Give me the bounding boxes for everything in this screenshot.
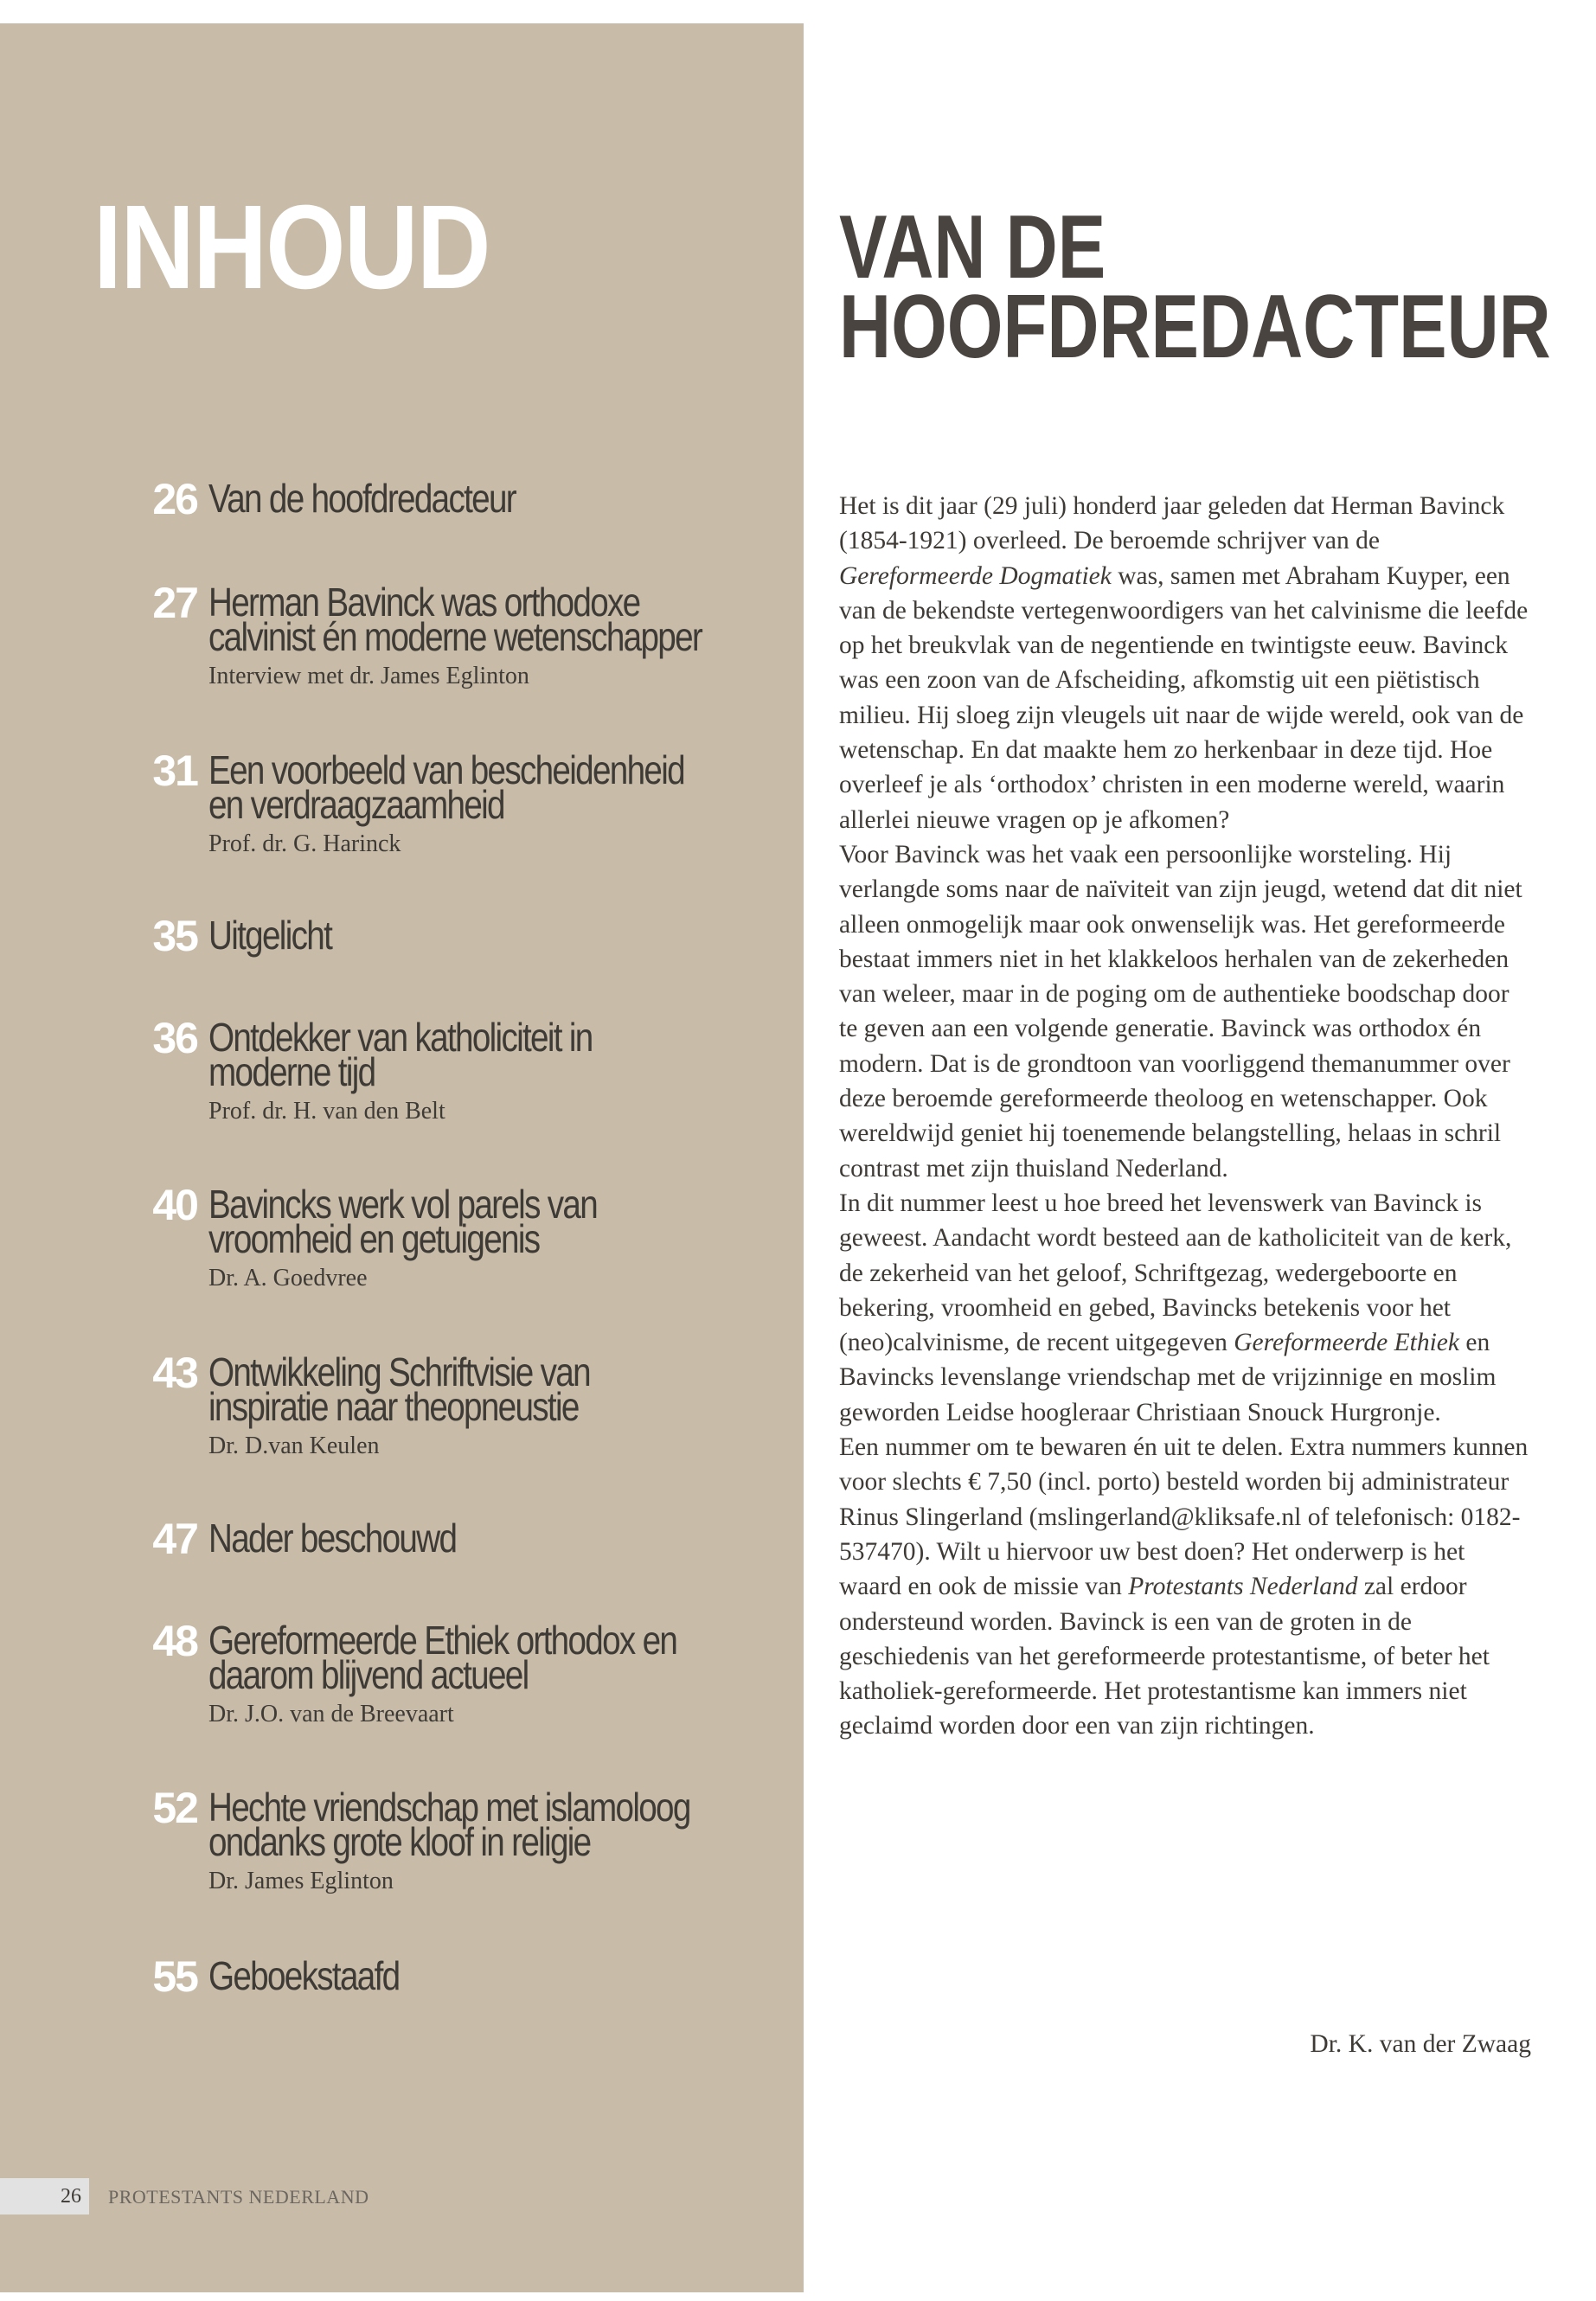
text-run: was, samen met Abraham Kuyper, een van de bekendste vertegenwoordigers van het calvinisme die leefde op het breukvlak van de negentiende en twintigste eeuw. Bavinck was een zoon van de Afscheiding, afkomstig uit een piëtistisch milieu. Hij sloeg zijn vleugels uit naar de wijde wereld, ook van de wetenschap. En dat maakte hem zo herkenbaar in deze tijd. Hoe overleef je als ‘orthodox’ christen in een moderne wereld, waarin allerlei nieuwe vragen op je afkomen?: [839, 561, 1529, 834]
editorial-paragraph: [839, 1186, 1531, 1430]
toc-title: [208, 580, 732, 659]
toc-title-line: Van de hoofdredacteur: [208, 476, 516, 521]
toc-author: Dr. A. Goedvree: [208, 1265, 368, 1292]
toc-page-number: 27: [152, 579, 197, 627]
toc-author: Dr. J.O. van de Breevaart: [208, 1701, 454, 1727]
contents-title: INHOUD: [93, 181, 490, 314]
toc-title-line: Nader beschouwd: [208, 1516, 457, 1561]
editorial-title: [839, 197, 1551, 377]
toc-title-line: Hechte vriendschap met islamoloog: [208, 1785, 690, 1830]
toc-author: Prof. dr. H. van den Belt: [208, 1098, 445, 1125]
toc-page-number: 52: [152, 1784, 197, 1832]
contents-panel: [0, 23, 804, 2292]
text-run: Voor Bavinck was het vaak een persoonlijke worsteling. Hij verlangde soms naar de naïviteit van zijn jeugd, wetend dat dit niet alleen onmogelijk maar ook onwenselijk was. Het gereformeerde bestaat immers niet in het klakkeloos herhalen van de zekerheden van weleer, maar in de poging om de authentieke boodschap door te geven aan een volgende generatie. Bavinck was orthodox én modern. Dat is de grondtoon van voorliggend themanummer over deze beroemde gereformeerde theoloog en wetenschapper. Ook wereldwijd geniet hij toenemende belangstelling, helaas in schril contrast met zijn thuisland Nederland.: [839, 840, 1522, 1183]
toc-title: [208, 1015, 732, 1094]
toc-title-line: Herman Bavinck was orthodoxe: [208, 580, 640, 625]
toc-author: Prof. dr. G. Harinck: [208, 830, 401, 857]
toc-title-line: Uitgelicht: [208, 913, 332, 958]
toc-title-line: moderne tijd: [208, 1049, 375, 1094]
magazine-name: PROTESTANTS NEDERLAND: [108, 2186, 369, 2208]
text-run: Een nummer om te bewaren én uit te delen. Extra nummers kunnen voor slechts € 7,50 (incl. porto) besteld worden bij administrateur Rinus Slingerland (mslingerland@kliksafe.nl of telefonisch: 0182-537470). Wilt u hiervoor uw best doen? Het onderwerp is het waard en ook de missie van: [839, 1433, 1529, 1601]
toc-title-line: Een voorbeeld van bescheidenheid: [208, 747, 684, 792]
toc-title-line: daarom blijvend actueel: [208, 1652, 529, 1697]
toc-page-number: 26: [152, 475, 197, 523]
page-number: 26: [61, 2185, 81, 2208]
editorial-title-line-2: HOOFDREDACTEUR: [839, 277, 1551, 377]
toc-title-line: Ontdekker van katholiciteit in: [208, 1015, 593, 1060]
toc-title-line: inspiratie naar theopneustie: [208, 1384, 579, 1429]
toc-title: [208, 1785, 732, 1864]
italic-title: Protestants Nederland: [1128, 1573, 1358, 1601]
toc-page-number: 35: [152, 912, 197, 960]
text-run: zal erdoor ondersteund worden. Bavinck is een van de groten in de geschiedenis van het gereformeerde protestantisme, of beter het katholiek-gereformeerde. Het protestantisme kan immers niet geclaimd worden door een van zijn richtingen.: [839, 1573, 1490, 1740]
toc-title-line: Bavincks werk vol parels van: [208, 1182, 598, 1227]
editorial-paragraph: [839, 837, 1531, 1186]
editorial-body: [839, 489, 1531, 1744]
toc-page-number: 48: [152, 1617, 197, 1665]
toc-author: Dr. James Eglinton: [208, 1868, 394, 1894]
toc-title: [208, 747, 732, 827]
editorial-signature-wrap: [839, 2027, 1531, 2061]
toc-title: [208, 476, 732, 521]
italic-title: Gereformeerde Dogmatiek: [839, 561, 1112, 590]
editorial-title-line-1: VAN DE: [839, 197, 1106, 298]
toc-title: [208, 1182, 732, 1261]
text-run: Het is dit jaar (29 juli) honderd jaar geleden dat Herman Bavinck (1854-1921) overleed. De beroemde schrijver van de: [839, 492, 1505, 555]
table-of-contents: [0, 23, 804, 2292]
toc-title-line: Gereformeerde Ethiek orthodox en: [208, 1618, 677, 1663]
toc-page-number: 36: [152, 1014, 197, 1062]
toc-author: Interview met dr. James Eglinton: [208, 663, 529, 689]
toc-page-number: 40: [152, 1181, 197, 1229]
toc-page-number: 31: [152, 747, 197, 795]
toc-title-line: vroomheid en getuigenis: [208, 1216, 540, 1261]
toc-title-line: calvinist én moderne wetenschapper: [208, 614, 702, 659]
italic-title: Gereformeerde Ethiek: [1234, 1329, 1459, 1357]
toc-title: [208, 1953, 732, 1998]
toc-title-line: Geboekstaafd: [208, 1953, 400, 1998]
toc-page-number: 43: [152, 1349, 197, 1397]
toc-title-line: en verdraagzaamheid: [208, 782, 504, 827]
toc-page-number: 55: [152, 1952, 197, 2001]
editorial-paragraph: [839, 489, 1531, 837]
editorial-paragraph: [839, 1430, 1531, 1744]
toc-author: Dr. D.van Keulen: [208, 1433, 380, 1459]
toc-page-number: 47: [152, 1515, 197, 1563]
text-run: en Bavincks levenslange vriendschap met de vrijzinnige en moslim geworden Leidse hoogleraar Christiaan Snouck Hurgronje.: [839, 1329, 1497, 1426]
toc-title: [208, 913, 732, 958]
toc-title-line: ondanks grote kloof in religie: [208, 1819, 591, 1864]
toc-title: [208, 1349, 732, 1429]
text-run: In dit nummer leest u hoe breed het levenswerk van Bavinck is geweest. Aandacht wordt besteed aan de katholiciteit van de kerk, de zekerheid van het geloof, Schriftgezag, wedergeboorte en bekering, vroomheid en gebed, Bavincks betekenis voor het (neo)calvinisme, de recent uitgegeven: [839, 1189, 1512, 1357]
toc-title-line: Ontwikkeling Schriftvisie van: [208, 1349, 590, 1394]
toc-title: [208, 1618, 732, 1697]
editorial-signature: Dr. K. van der Zwaag: [1310, 2030, 1531, 2058]
toc-title: [208, 1516, 732, 1561]
